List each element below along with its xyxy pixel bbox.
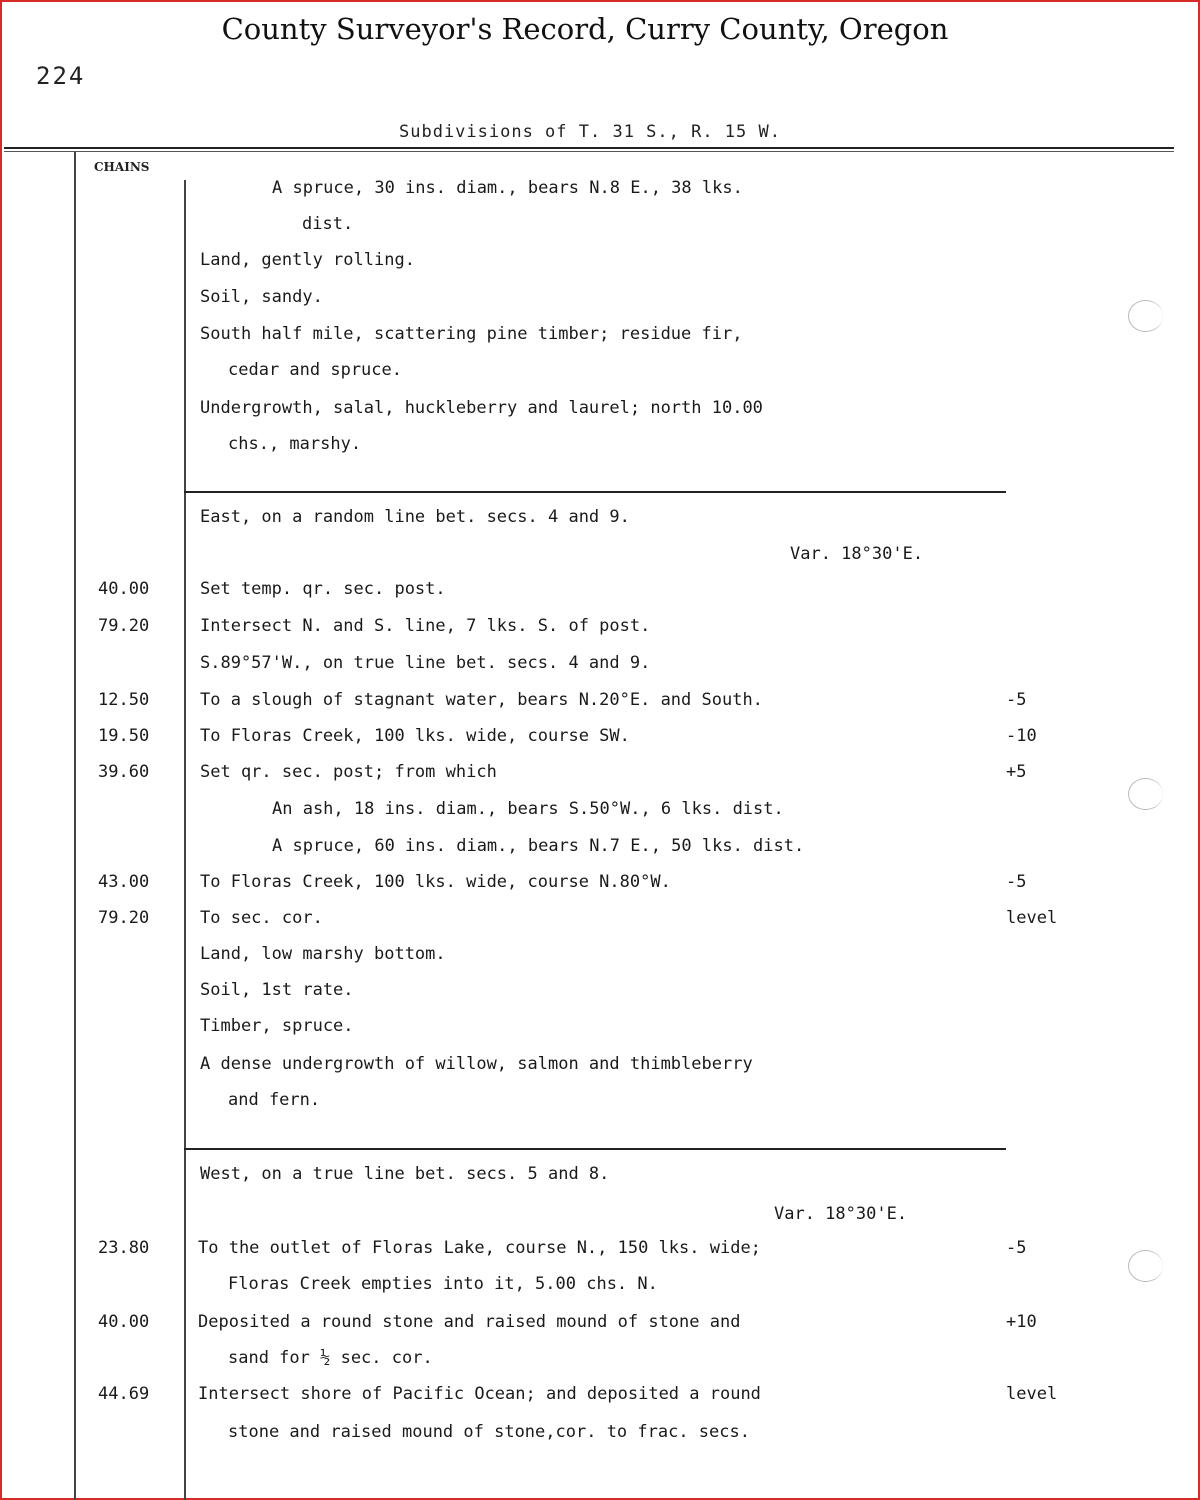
survey-note-text: Var. 18°30'E.: [790, 544, 924, 564]
survey-row: [0, 720, 1200, 752]
survey-row: [0, 610, 1200, 642]
page-number: 224: [36, 62, 86, 90]
survey-row: [0, 1232, 1200, 1264]
survey-note-text: Intersect N. and S. line, 7 lks. S. of post.: [200, 616, 651, 636]
survey-note-text: To sec. cor.: [200, 908, 323, 928]
survey-row: [0, 281, 1200, 313]
header-rule-secondary: [4, 151, 1174, 152]
survey-note-text: Set temp. qr. sec. post.: [200, 579, 446, 599]
survey-row: [0, 974, 1200, 1006]
survey-note-text: sand for ½ sec. cor.: [228, 1348, 433, 1368]
survey-row: [0, 1306, 1200, 1338]
chains-value: 19.50: [98, 726, 150, 746]
survey-note-text: and fern.: [228, 1090, 321, 1110]
survey-row: [0, 902, 1200, 934]
elevation-note: -5: [1006, 690, 1027, 710]
survey-row: [0, 793, 1200, 825]
survey-row: [0, 428, 1200, 460]
section-divider: [184, 491, 1006, 493]
chains-value: 79.20: [98, 908, 150, 928]
survey-row: [0, 830, 1200, 862]
survey-note-text: To Floras Creek, 100 lks. wide, course N.80°W.: [200, 872, 671, 892]
elevation-note: level: [1006, 1384, 1058, 1404]
survey-note-text: To Floras Creek, 100 lks. wide, course SW.: [200, 726, 630, 746]
chains-value: 44.69: [98, 1384, 150, 1404]
survey-note-text: To the outlet of Floras Lake, course N., 150 lks. wide;: [198, 1238, 761, 1258]
survey-note-text: South half mile, scattering pine timber; residue fir,: [200, 324, 743, 344]
survey-row: [0, 1342, 1200, 1374]
survey-row: [0, 1158, 1200, 1190]
survey-row: [0, 1198, 1200, 1230]
survey-row: [0, 392, 1200, 424]
survey-row: [0, 538, 1200, 570]
chains-value: 23.80: [98, 1238, 150, 1258]
elevation-note: -5: [1006, 872, 1027, 892]
survey-row: [0, 1010, 1200, 1042]
survey-row: [0, 208, 1200, 240]
survey-row: [0, 684, 1200, 716]
survey-row: [0, 172, 1200, 204]
chains-value: 12.50: [98, 690, 150, 710]
survey-row: [0, 647, 1200, 679]
elevation-note: -10: [1006, 726, 1037, 746]
survey-note-text: dist.: [302, 214, 354, 234]
chains-value: 40.00: [98, 1312, 150, 1332]
survey-row: [0, 1048, 1200, 1080]
survey-note-text: Intersect shore of Pacific Ocean; and deposited a round: [198, 1384, 761, 1404]
survey-note-text: Deposited a round stone and raised mound of stone and: [198, 1312, 741, 1332]
survey-row: [0, 573, 1200, 605]
survey-row: [0, 938, 1200, 970]
survey-note-text: Soil, 1st rate.: [200, 980, 354, 1000]
survey-note-text: A spruce, 30 ins. diam., bears N.8 E., 38 lks.: [272, 178, 743, 198]
survey-row: [0, 318, 1200, 350]
survey-row: [0, 501, 1200, 533]
survey-note-text: Set qr. sec. post; from which: [200, 762, 497, 782]
survey-row: [0, 244, 1200, 276]
chains-column-label: CHAINS: [94, 160, 150, 174]
section-divider: [184, 1148, 1006, 1150]
elevation-note: +5: [1006, 762, 1027, 782]
survey-row: [0, 1416, 1200, 1448]
chains-value: 43.00: [98, 872, 150, 892]
survey-note-text: An ash, 18 ins. diam., bears S.50°W., 6 lks. dist.: [272, 799, 784, 819]
survey-row: [0, 1378, 1200, 1410]
elevation-note: level: [1006, 908, 1058, 928]
survey-row: [0, 1084, 1200, 1116]
survey-note-text: stone and raised mound of stone,cor. to frac. secs.: [228, 1422, 750, 1442]
survey-note-text: Land, low marshy bottom.: [200, 944, 446, 964]
survey-note-text: East, on a random line bet. secs. 4 and 9.: [200, 507, 630, 527]
survey-note-text: A dense undergrowth of willow, salmon and thimbleberry: [200, 1054, 753, 1074]
page-subtitle: Subdivisions of T. 31 S., R. 15 W.: [399, 122, 781, 142]
survey-note-text: S.89°57'W., on true line bet. secs. 4 and 9.: [200, 653, 651, 673]
survey-note-text: Soil, sandy.: [200, 287, 323, 307]
survey-note-text: A spruce, 60 ins. diam., bears N.7 E., 50 lks. dist.: [272, 836, 805, 856]
survey-note-text: West, on a true line bet. secs. 5 and 8.: [200, 1164, 610, 1184]
survey-note-text: Floras Creek empties into it, 5.00 chs. N.: [228, 1274, 658, 1294]
survey-note-text: Land, gently rolling.: [200, 250, 415, 270]
chains-value: 39.60: [98, 762, 150, 782]
survey-note-text: Var. 18°30'E.: [774, 1204, 908, 1224]
survey-row: [0, 1268, 1200, 1300]
chains-value: 79.20: [98, 616, 150, 636]
survey-note-text: Timber, spruce.: [200, 1016, 354, 1036]
survey-row: [0, 756, 1200, 788]
survey-row: [0, 354, 1200, 386]
survey-note-text: To a slough of stagnant water, bears N.20°E. and South.: [200, 690, 763, 710]
survey-row: [0, 866, 1200, 898]
survey-note-text: Undergrowth, salal, huckleberry and laurel; north 10.00: [200, 398, 763, 418]
header-rule: [4, 147, 1174, 149]
page-title: County Surveyor's Record, Curry County, Oregon: [221, 12, 949, 46]
survey-note-text: cedar and spruce.: [228, 360, 402, 380]
chains-value: 40.00: [98, 579, 150, 599]
survey-note-text: chs., marshy.: [228, 434, 362, 454]
elevation-note: -5: [1006, 1238, 1027, 1258]
elevation-note: +10: [1006, 1312, 1037, 1332]
